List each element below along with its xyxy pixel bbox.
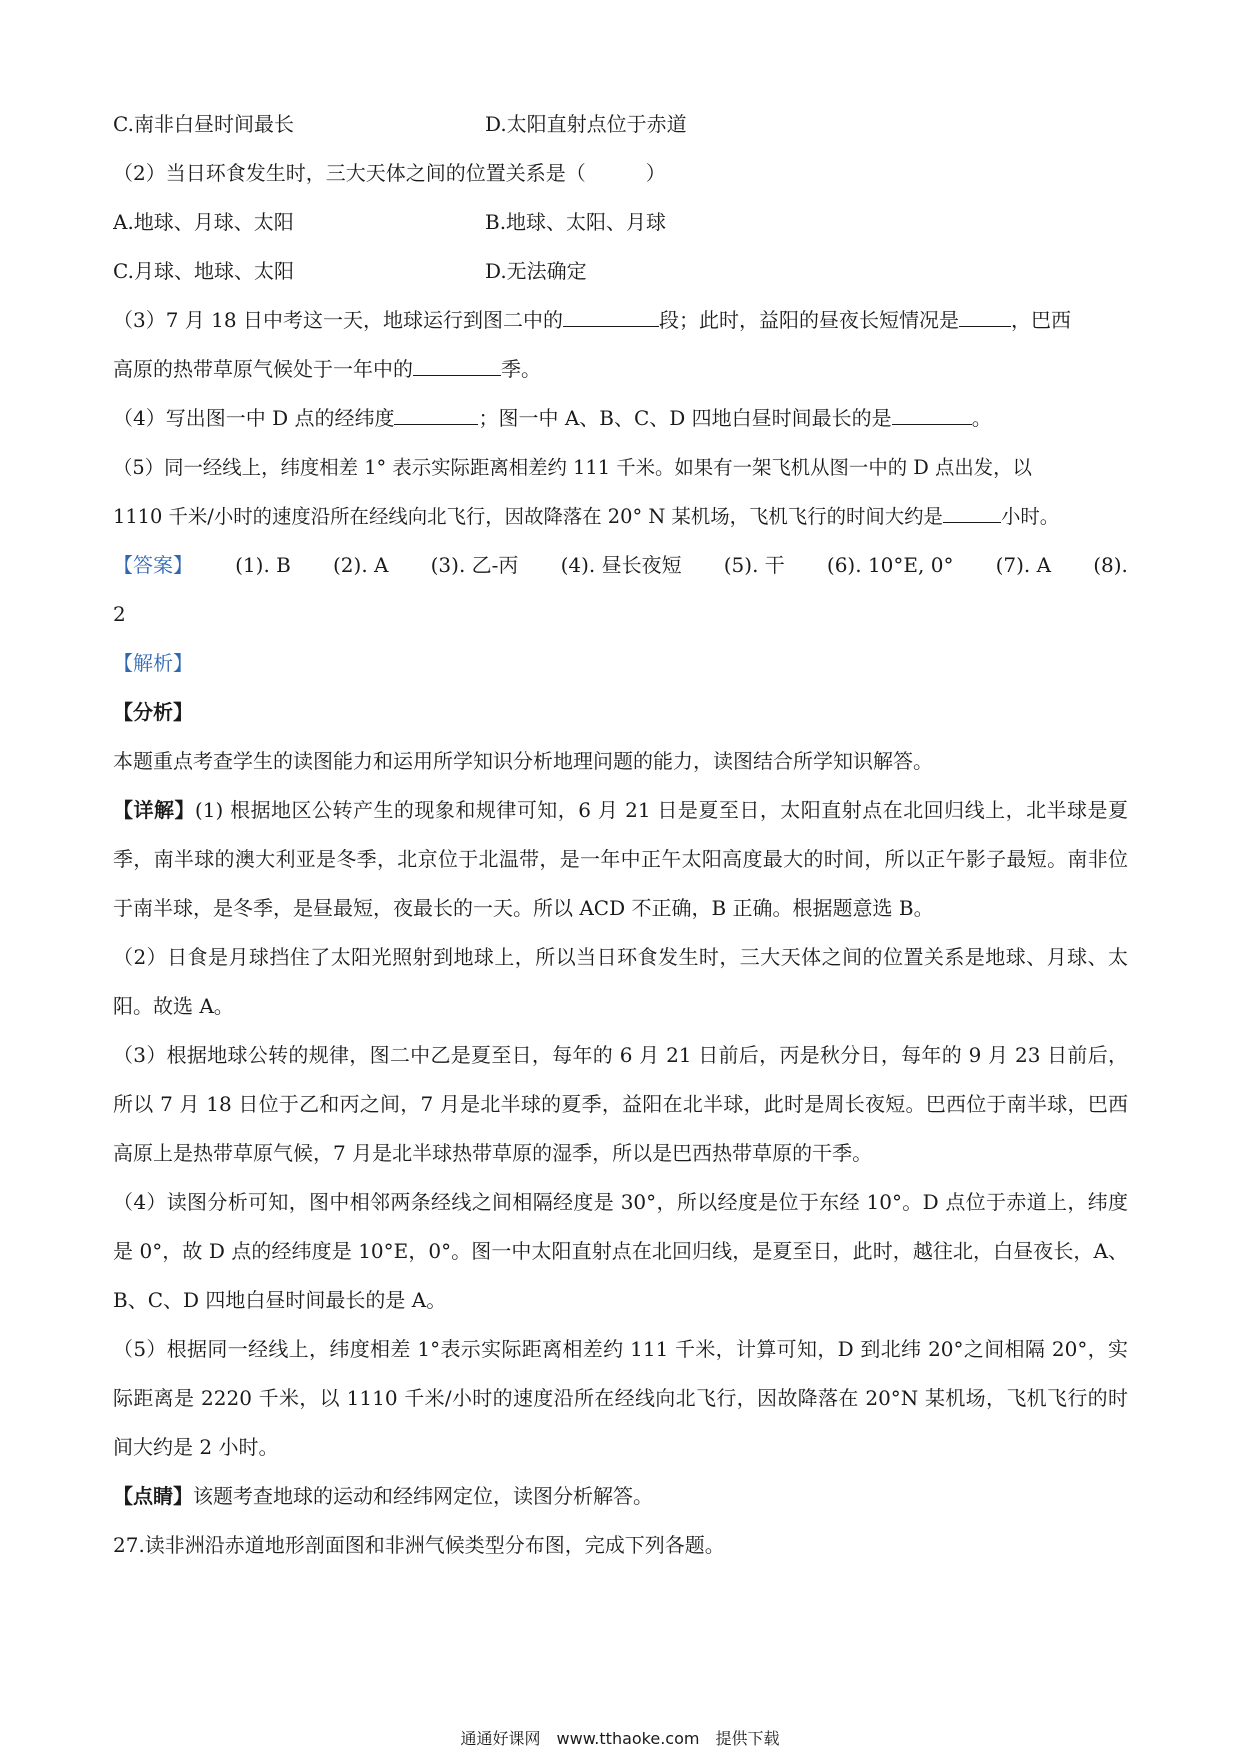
- q2-stem: （2）当日环食发生时，三大天体之间的位置关系是（ ）: [113, 161, 666, 185]
- dianjing-text: 该题考查地球的运动和经纬网定位，读图分析解答。: [193, 1484, 653, 1508]
- q3-text-2: 段；此时，益阳的昼夜长短情况是: [658, 308, 959, 332]
- answer-item-2: (2). A: [333, 553, 389, 577]
- analysis-label: 【解析】: [113, 651, 193, 675]
- q3-text-3: ，巴西: [1010, 308, 1071, 332]
- q3-text-1: （3）7 月 18 日中考这一天，地球运行到图二中的: [113, 308, 563, 332]
- q3-text-4: 高原的热带草原气候处于一年中的: [113, 357, 413, 381]
- q4-text-2: ；图一中 A、B、C、D 四地白昼时间最长的是: [478, 406, 892, 430]
- q3-blank-1: [563, 304, 659, 327]
- answer-item-8: (8).: [1093, 553, 1128, 577]
- q4-text-3: 。: [971, 406, 992, 430]
- q3-line-2: [113, 345, 1128, 394]
- detail-paragraph-3: （3）根据地球公转的规律，图二中乙是夏至日，每年的 6 月 21 日前后，丙是秋分日，每年的 9 月 23 日前后，所以 7 月 18 日位于乙和丙之间，7 月是北半球的夏季，益阳在北半球，此时是周长夜短。巴西位于南半球，巴西高原上是热带草原气候，7 月是北半球热带草原的湿季，所以是巴西热带草原的干季。: [113, 1043, 1128, 1165]
- detail-text-1: (1) 根据地区公转产生的现象和规律可知，6 月 21 日是夏至日，太阳直射点在北回归线上，北半球是夏季，南半球的澳大利亚是冬季，北京位于北温带，是一年中正午太阳高度最大的时间，所以正午影子最短。南非位于南半球，是冬季，是昼最短，夜最长的一天。所以 ACD 不正确，B 正确。根据题意选 B。: [113, 798, 1128, 920]
- detail-paragraph-1: [113, 786, 1128, 933]
- q5-text-2: 小时。: [1000, 505, 1060, 528]
- q2-options-cd: [113, 247, 1128, 296]
- question-27: 27.读非洲沿赤道地形剖面图和非洲气候类型分布图，完成下列各题。: [113, 1533, 725, 1557]
- q2-options-ab: [113, 198, 1128, 247]
- dianjing-line: [113, 1472, 1128, 1521]
- answer-item-4: (4). 昼长夜短: [560, 553, 682, 577]
- detail-paragraph-4: （4）读图分析可知，图中相邻两条经线之间相隔经度是 30°，所以经度是位于东经 10°。D 点位于赤道上，纬度是 0°，故 D 点的经纬度是 10°E，0°。图一中太阳直射点在北回归线，是夏至日，此时，越往北，白昼夜长，A、B、C、D 四地白昼时间最长的是 A。: [113, 1190, 1128, 1312]
- q4-line: [113, 394, 1128, 443]
- q5-line-2: [113, 492, 1128, 541]
- document-page: [113, 100, 1128, 1570]
- answer-item-1: (1). B: [235, 553, 291, 577]
- answer-item-5: (5). 干: [723, 553, 785, 577]
- detail-label: 【详解】: [113, 798, 195, 822]
- q4-blank-2: [892, 402, 972, 425]
- q1-options-cd: [113, 100, 1128, 149]
- answer-wrap: 2: [113, 602, 126, 626]
- q3-blank-3: [413, 353, 501, 376]
- q2-option-b: B.地球、太阳、月球: [485, 210, 667, 234]
- q2-option-c: C.月球、地球、太阳: [113, 259, 294, 283]
- detail-paragraph-5: （5）根据同一经线上，纬度相差 1°表示实际距离相差约 111 千米，计算可知，D 到北纬 20°之间相隔 20°，实际距离是 2220 千米，以 1110 千米/小时的速度沿所在经线向北飞行，因故降落在 20°N 某机场，飞机飞行的时间大约是 2 小时。: [113, 1337, 1128, 1459]
- q1-option-c: C.南非白昼时间最长: [113, 112, 294, 136]
- answer-item-3: (3). 乙-丙: [430, 553, 519, 577]
- q2-option-d: D.无法确定: [485, 259, 587, 283]
- q3-blank-2: [959, 304, 1011, 327]
- q2-option-a: A.地球、月球、太阳: [113, 210, 294, 234]
- q3-line-1: [113, 296, 1128, 345]
- q5-line-1: （5）同一经线上，纬度相差 1° 表示实际距离相差约 111 千米。如果有一架飞机从图一中的 D 点出发，以: [113, 456, 1032, 479]
- dianjing-label: 【点睛】: [113, 1484, 193, 1508]
- fenxi-label: 【分析】: [113, 700, 193, 724]
- answer-item-6: (6). 10°E, 0°: [826, 553, 954, 577]
- q3-text-5: 季。: [501, 357, 541, 381]
- q4-text-1: （4）写出图一中 D 点的经纬度: [113, 406, 395, 430]
- answer-item-7: (7). A: [995, 553, 1052, 577]
- fenxi-text: 本题重点考查学生的读图能力和运用所学知识分析地理问题的能力，读图结合所学知识解答。: [113, 749, 933, 773]
- detail-paragraph-2: （2）日食是月球挡住了太阳光照射到地球上，所以当日环食发生时，三大天体之间的位置关系是地球、月球、太阳。故选 A。: [113, 945, 1128, 1018]
- page-footer: 通通好课网 www.tthaoke.com 提供下载: [460, 1729, 780, 1748]
- q5-text-1: 1110 千米/小时的速度沿所在经线向北飞行，因故降落在 20° N 某机场，飞机飞行的时间大约是: [113, 505, 943, 528]
- answer-label: 【答案】: [113, 553, 193, 577]
- q1-option-d: D.太阳直射点位于赤道: [485, 112, 687, 136]
- q5-blank: [943, 500, 1001, 523]
- q4-blank-1: [394, 402, 478, 425]
- answer-row: [113, 541, 1128, 590]
